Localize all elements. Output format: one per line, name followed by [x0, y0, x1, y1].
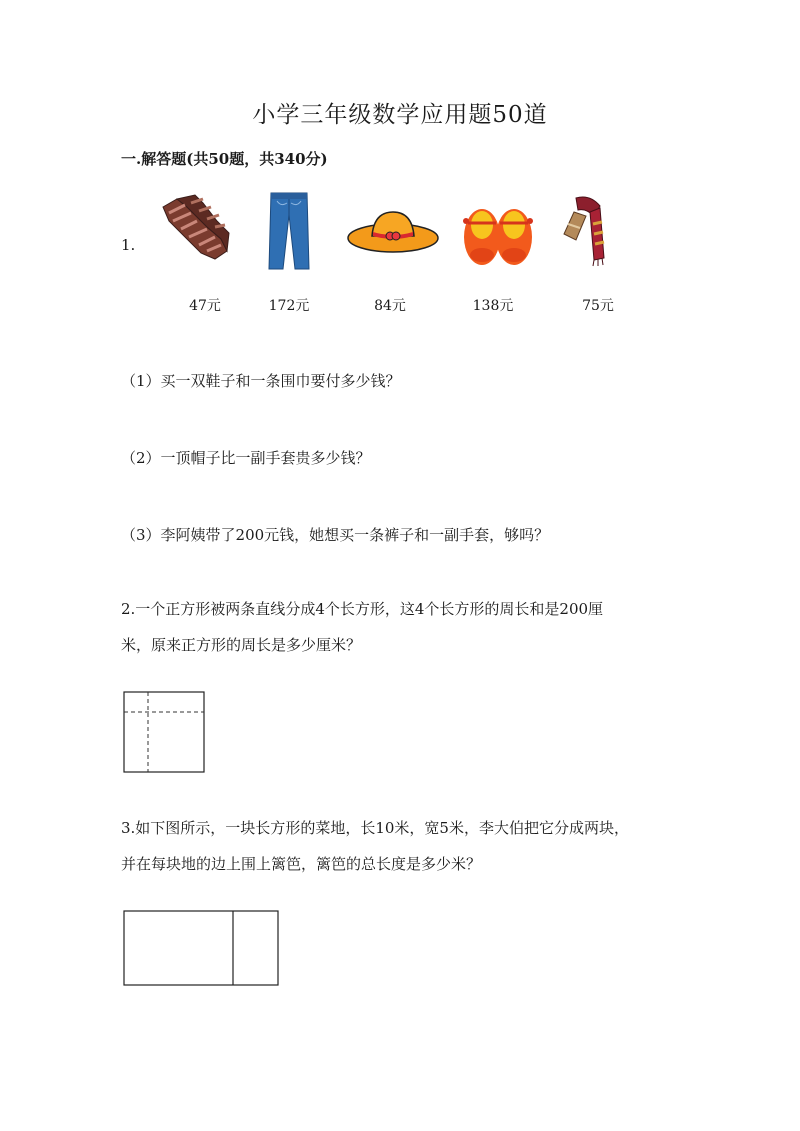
- shoes-image: [460, 193, 536, 269]
- rectangle-field-figure: [122, 909, 282, 989]
- question-1-sub-1: （1）买一双鞋子和一条围巾要付多少钱？: [121, 372, 401, 390]
- square-divided-figure: [122, 690, 208, 776]
- question-1-sub-3: （3）李阿姨带了200元钱，她想买一条裤子和一副手套，够吗？: [121, 526, 550, 544]
- question-3-line-1: 3.如下图所示，一块长方形的菜地，长10米，宽5米，李大伯把它分成两块，: [121, 819, 629, 837]
- question-3-line-2: 并在每块地的边上围上篱笆，篱笆的总长度是多少米？: [121, 855, 482, 873]
- jeans-image: [265, 191, 313, 271]
- question-1-sub-2: （2）一顶帽子比一副手套贵多少钱？: [121, 449, 371, 467]
- jeans-price: 172元: [268, 298, 310, 314]
- gloves-price: 47元: [189, 298, 221, 314]
- question-2-line-2: 米，原来正方形的周长是多少厘米？: [121, 636, 362, 654]
- shoes-price: 138元: [472, 298, 514, 314]
- page-title: 小学三年级数学应用题50道: [252, 102, 548, 128]
- gloves-image: [155, 193, 235, 265]
- question-3-text: [121, 810, 681, 882]
- scarf-image: [560, 194, 608, 268]
- hat-price: 84元: [374, 298, 406, 314]
- question-2-line-1: 2.一个正方形被两条直线分成4个长方形，这4个长方形的周长和是200厘: [121, 600, 604, 618]
- scarf-price: 75元: [582, 298, 614, 314]
- question-2-text: [121, 591, 681, 663]
- section-heading: 一.解答题(共50题，共340分): [121, 150, 328, 168]
- question-1-number: 1.: [121, 236, 136, 254]
- hat-image: [346, 206, 440, 256]
